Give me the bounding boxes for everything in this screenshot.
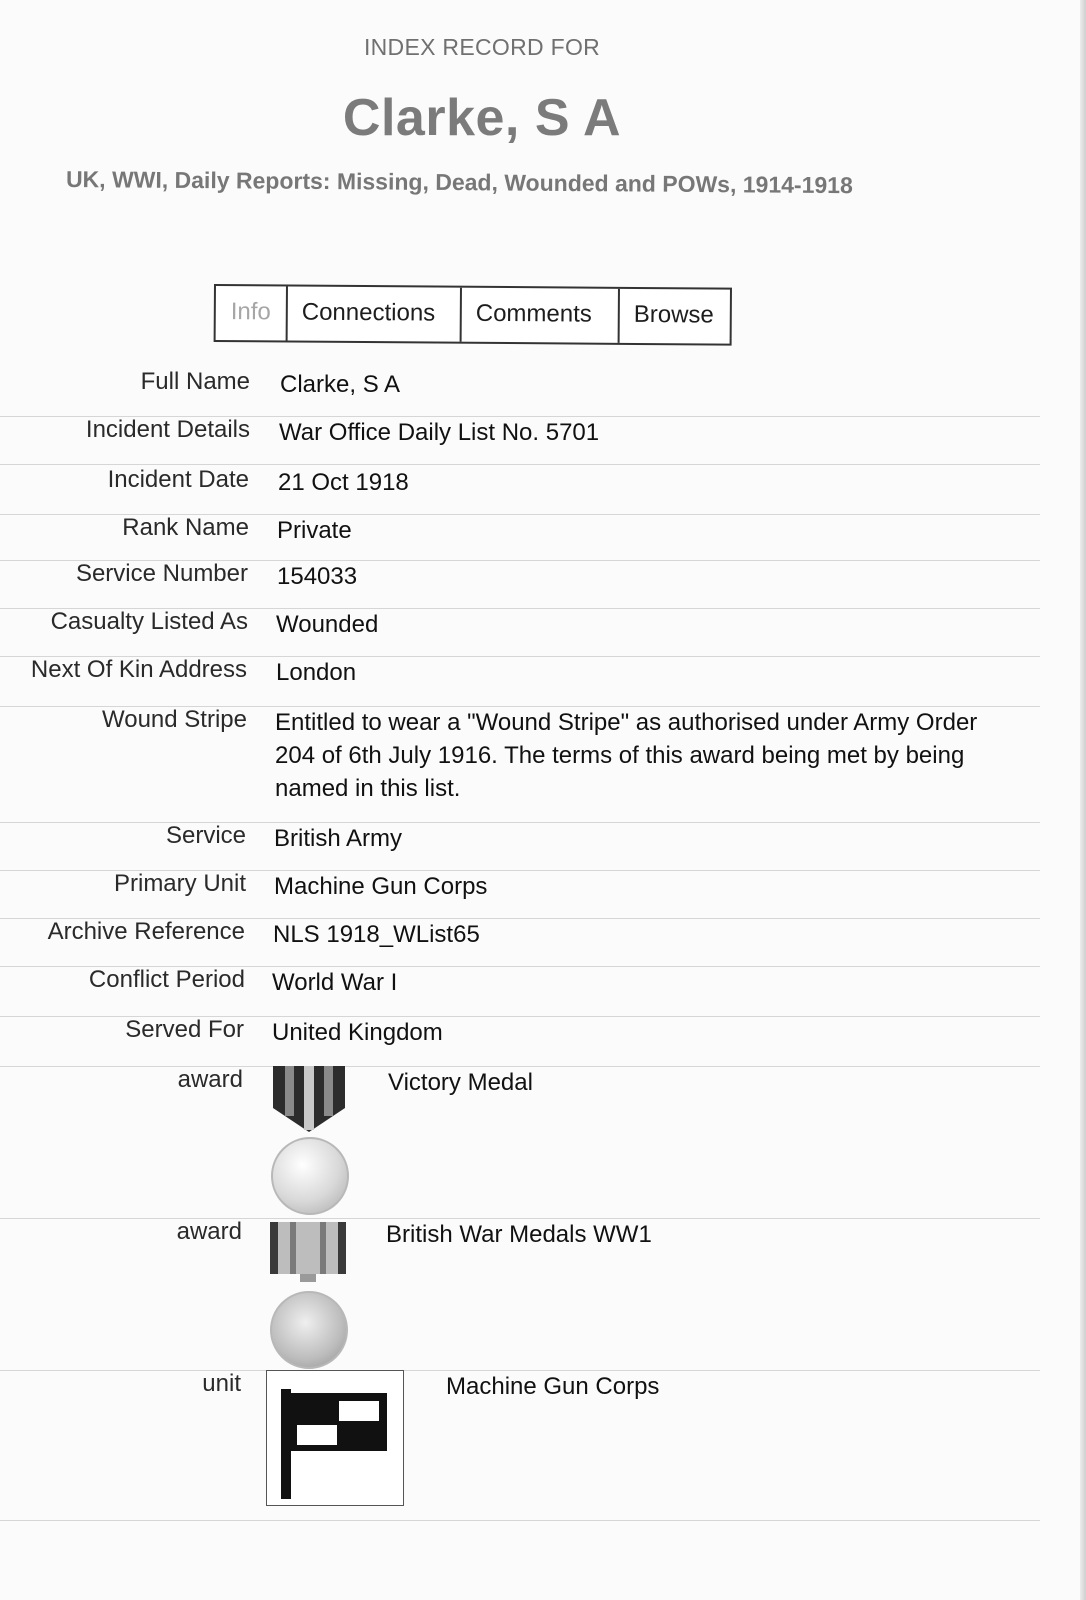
field-label: Served For	[125, 1016, 244, 1043]
field-label: Incident Details	[85, 416, 250, 443]
field-value: Clarke, S A	[280, 371, 401, 398]
field-value: NLS 1918_WList65	[273, 921, 480, 948]
field-row-full-name	[0, 360, 1040, 417]
collection-subtitle: UK, WWI, Daily Reports: Missing, Dead, Wounded and POWs, 1914-1918	[65, 166, 853, 199]
tab-connections[interactable]: Connections	[288, 287, 462, 342]
field-value: War Office Daily List No. 5701	[279, 419, 600, 446]
field-value: London	[276, 659, 357, 686]
field-value: Entitled to wear a "Wound Stripe" as authorised under Army Order 204 of 6th July 1916. The terms of this award being met by being named in this list.	[275, 709, 978, 802]
tab-browse[interactable]: Browse	[633, 300, 714, 329]
field-value: 21 Oct 1918	[278, 469, 409, 496]
field-label: Incident Date	[107, 466, 249, 493]
field-label: award	[177, 1066, 243, 1093]
field-row-next-of-kin-address	[0, 656, 1040, 707]
field-row-incident-date	[0, 464, 1040, 515]
field-value: British Army	[274, 825, 403, 852]
field-label: Service Number	[75, 560, 248, 587]
field-row-archive-reference	[0, 918, 1040, 967]
victory-medal-icon[interactable]	[271, 1066, 347, 1215]
award-row-british-war-medal	[0, 1218, 1040, 1371]
field-row-service	[0, 822, 1040, 871]
field-value: United Kingdom	[272, 1019, 443, 1046]
field-label: award	[176, 1218, 242, 1245]
field-row-service-number	[0, 560, 1040, 609]
record-tabs	[214, 284, 732, 346]
field-value: 154033	[277, 563, 358, 590]
award-row-victory-medal	[0, 1066, 1040, 1219]
british-war-medal-icon[interactable]	[270, 1218, 346, 1369]
field-label: Casualty Listed As	[50, 608, 248, 635]
tab-comments[interactable]: Comments	[462, 288, 620, 343]
award-name[interactable]: Victory Medal	[388, 1069, 533, 1096]
field-label: Primary Unit	[113, 870, 246, 897]
record-kicker: INDEX RECORD FOR	[363, 34, 601, 60]
field-row-wound-stripe	[0, 706, 1040, 823]
field-value: Private	[277, 517, 352, 544]
field-label: Rank Name	[122, 514, 249, 541]
field-label: Archive Reference	[47, 918, 245, 945]
field-value: Wounded	[276, 611, 379, 638]
unit-name[interactable]: Machine Gun Corps	[446, 1373, 660, 1400]
field-value: World War I	[272, 969, 398, 996]
award-name[interactable]: British War Medals WW1	[386, 1221, 652, 1248]
field-label: Full Name	[140, 368, 250, 395]
field-row-primary-unit	[0, 870, 1040, 919]
field-label: unit	[202, 1370, 241, 1397]
field-row-incident-details	[0, 416, 1040, 465]
field-row-casualty-listed-as	[0, 608, 1040, 657]
machine-gun-corps-flag-icon[interactable]	[266, 1370, 404, 1506]
field-row-conflict-period	[0, 966, 1040, 1017]
field-row-rank-name	[0, 514, 1040, 561]
field-value: Machine Gun Corps	[274, 873, 488, 900]
field-label: Next Of Kin Address	[30, 656, 247, 683]
page-edge-shadow	[1080, 0, 1086, 1600]
page-title: Clarke, S A	[342, 89, 622, 147]
field-row-served-for	[0, 1016, 1040, 1067]
field-label: Service	[165, 822, 246, 849]
field-label: Wound Stripe	[102, 706, 247, 733]
field-label: Conflict Period	[88, 966, 245, 993]
tab-info[interactable]: Info	[216, 286, 288, 341]
unit-row	[0, 1370, 1040, 1521]
